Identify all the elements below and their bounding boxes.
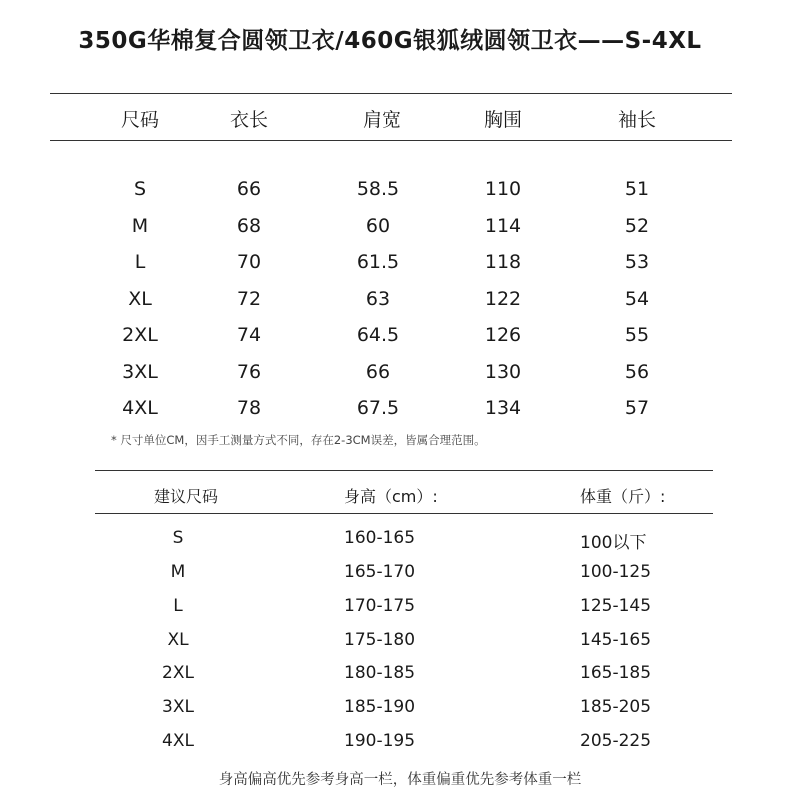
recommend-table-cell: 185-190 xyxy=(344,697,416,717)
size-table-cell: 67.5 xyxy=(356,397,400,419)
recommend-table-cell: 2XL xyxy=(162,663,194,683)
size-table-cell: 68 xyxy=(236,215,262,237)
size-table-cell: 54 xyxy=(624,288,650,310)
recommend-table-header-size: 建议尺码 xyxy=(153,487,218,506)
recommend-table-cell: 205-225 xyxy=(580,731,652,751)
recommend-table-header-weight: 体重（斤）: xyxy=(580,487,666,506)
size-table-cell: 2XL xyxy=(122,324,158,346)
size-table-cell: 122 xyxy=(484,288,522,310)
recommend-table-cell: 180-185 xyxy=(344,663,416,683)
size-table-cell: 57 xyxy=(624,397,650,419)
size-table-cell: 66 xyxy=(236,178,262,200)
size-table-cell: 61.5 xyxy=(356,251,400,273)
recommend-table-cell: XL xyxy=(167,630,189,650)
size-table-cell: 118 xyxy=(484,251,522,273)
size-table-cell: 63 xyxy=(365,288,391,310)
size-table-cell: 126 xyxy=(484,324,522,346)
size-table-cell: L xyxy=(134,251,146,273)
size-table-cell: 114 xyxy=(484,215,522,237)
size-table-cell: 110 xyxy=(484,178,522,200)
recommend-table-cell: 4XL xyxy=(162,731,194,751)
size-table-header-chest: 胸围 xyxy=(483,109,522,131)
size-table-top-rule xyxy=(50,93,732,94)
size-table-cell: 55 xyxy=(624,324,650,346)
recommend-table-cell: S xyxy=(172,528,184,548)
size-table-cell: 4XL xyxy=(122,397,158,419)
size-table-cell: 56 xyxy=(624,361,650,383)
recommend-table-cell: 165-170 xyxy=(344,562,416,582)
size-table-cell: 130 xyxy=(484,361,522,383)
size-table-header-sleeve: 袖长 xyxy=(617,109,656,131)
size-table-cell: 3XL xyxy=(122,361,158,383)
recommend-table-cell: 165-185 xyxy=(580,663,652,683)
recommend-table-cell: L xyxy=(173,596,183,616)
recommend-table-cell: 175-180 xyxy=(344,630,416,650)
size-table-cell: M xyxy=(131,215,149,237)
page-title: 350G华棉复合圆领卫衣/460G银狐绒圆领卫衣——S-4XL xyxy=(78,28,702,54)
recommend-table-cell: 185-205 xyxy=(580,697,652,717)
size-table-cell: 76 xyxy=(236,361,262,383)
size-table-header-rule xyxy=(50,140,732,141)
size-table-cell: 58.5 xyxy=(356,178,400,200)
size-table-cell: 78 xyxy=(236,397,262,419)
measurement-note: * 尺寸单位CM，因手工测量方式不同，存在2-3CM误差，皆属合理范围。 xyxy=(111,433,486,447)
size-table-cell: 60 xyxy=(365,215,391,237)
recommend-table-cell: 100-125 xyxy=(580,562,652,582)
footer-note: 身高偏高优先参考身高一栏，体重偏重优先参考体重一栏 xyxy=(218,772,582,788)
recommend-table-cell: 160-165 xyxy=(344,528,416,548)
recommend-table-cell: 145-165 xyxy=(580,630,652,650)
recommend-table-cell: 125-145 xyxy=(580,596,652,616)
recommend-table-cell: 170-175 xyxy=(344,596,416,616)
size-table-cell: 52 xyxy=(624,215,650,237)
recommend-table-cell: 100以下 xyxy=(580,533,647,553)
size-table-header-shoulder: 肩宽 xyxy=(362,109,401,131)
size-table-cell: 74 xyxy=(236,324,262,346)
recommend-table-header-rule xyxy=(95,513,713,514)
size-table-cell: 70 xyxy=(236,251,262,273)
size-table-cell: S xyxy=(133,178,147,200)
recommend-table-header-height: 身高（cm）: xyxy=(344,487,438,506)
size-table-cell: 64.5 xyxy=(356,324,400,346)
size-table-cell: XL xyxy=(128,288,152,310)
recommend-table-cell: 3XL xyxy=(162,697,194,717)
size-table-cell: 51 xyxy=(624,178,650,200)
size-table-header-size: 尺码 xyxy=(120,109,159,131)
size-table-cell: 72 xyxy=(236,288,262,310)
size-table-cell: 134 xyxy=(484,397,522,419)
size-table-cell: 53 xyxy=(624,251,650,273)
size-table-header-length: 衣长 xyxy=(229,109,268,131)
size-table-cell: 66 xyxy=(365,361,391,383)
recommend-table-cell: 190-195 xyxy=(344,731,416,751)
recommend-table-cell: M xyxy=(170,562,186,582)
recommend-table-top-rule xyxy=(95,470,713,471)
